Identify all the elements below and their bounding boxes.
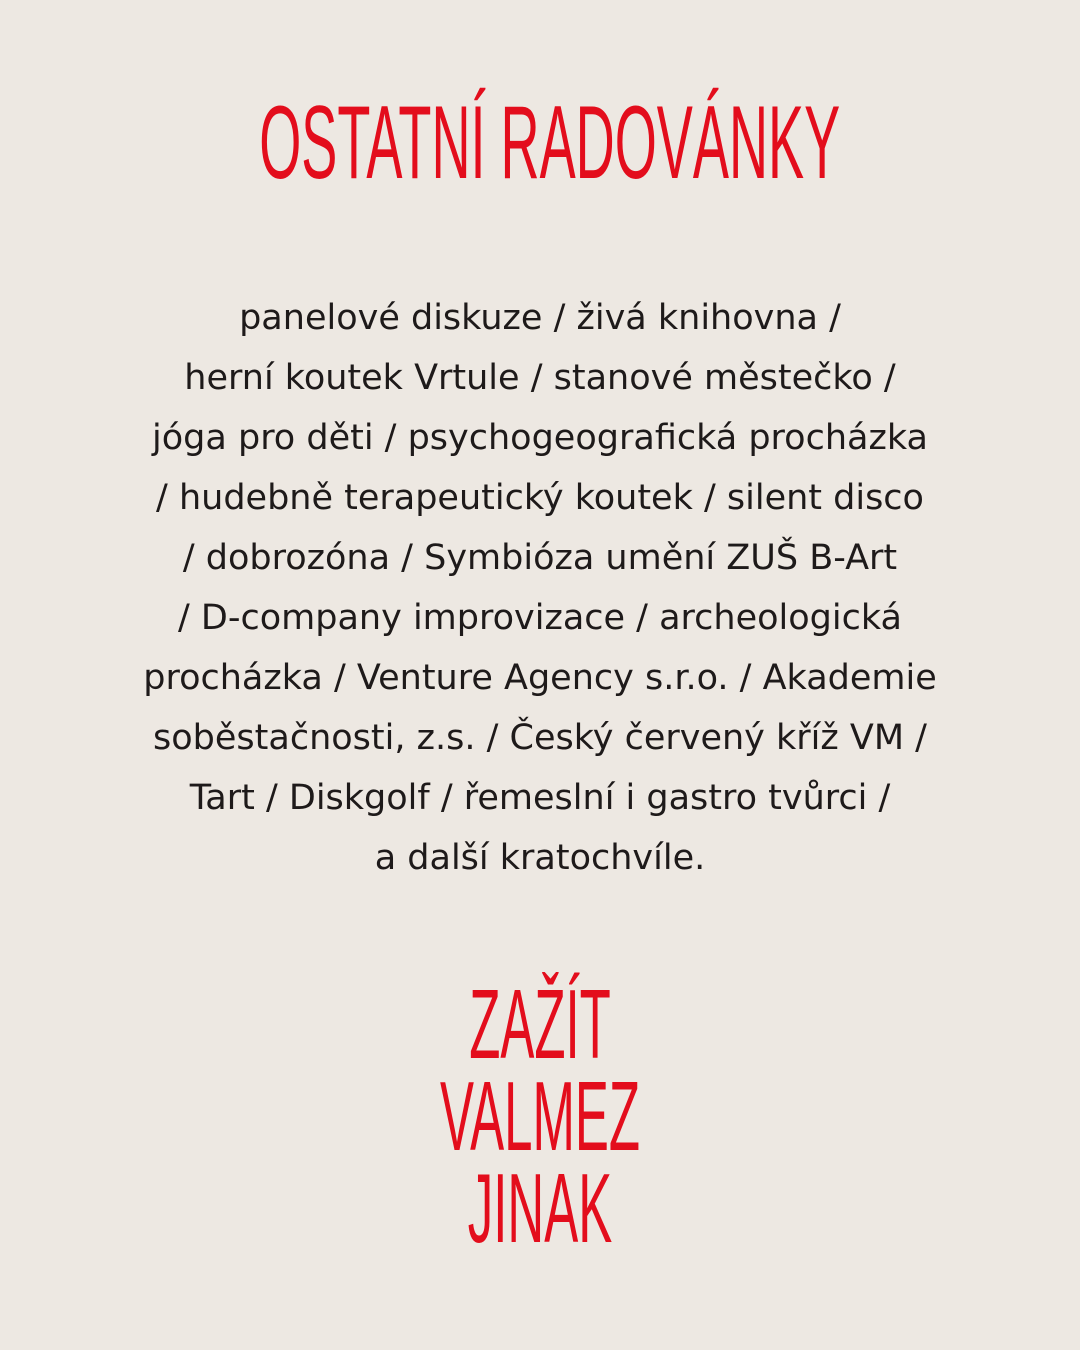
activities-line: procházka / Venture Agency s.r.o. / Akademie [143,658,937,698]
activities-line: herní koutek Vrtule / stanové městečko / [184,358,896,398]
slogan-line-1: ZAŽÍT [469,969,611,1079]
activities-line: / hudebně terapeutický koutek / silent disco [156,478,924,518]
activities-list [90,288,990,888]
activities-line: a další kratochvíle. [374,838,706,878]
slogan-line-2: VALMEZ [439,1061,641,1171]
activities-line: soběstačnosti, z.s. / Český červený kříž VM / [153,718,927,758]
slogan-logo [0,969,1080,1263]
page-title: OSTATNÍ RADOVÁNKY [259,85,841,201]
activities-line: / dobrozóna / Symbióza umění ZUŠ B-Art [182,538,898,578]
activities-line: / D-company improvizace / archeologická [178,598,902,638]
slogan-line-3: JINAK [467,1153,613,1263]
activities-line: panelové diskuze / živá knihovna / [239,298,841,338]
activities-line: Tart / Diskgolf / řemeslní i gastro tvůrci / [189,778,891,818]
activities-line: jóga pro děti / psychogeografická procházka [152,418,928,458]
